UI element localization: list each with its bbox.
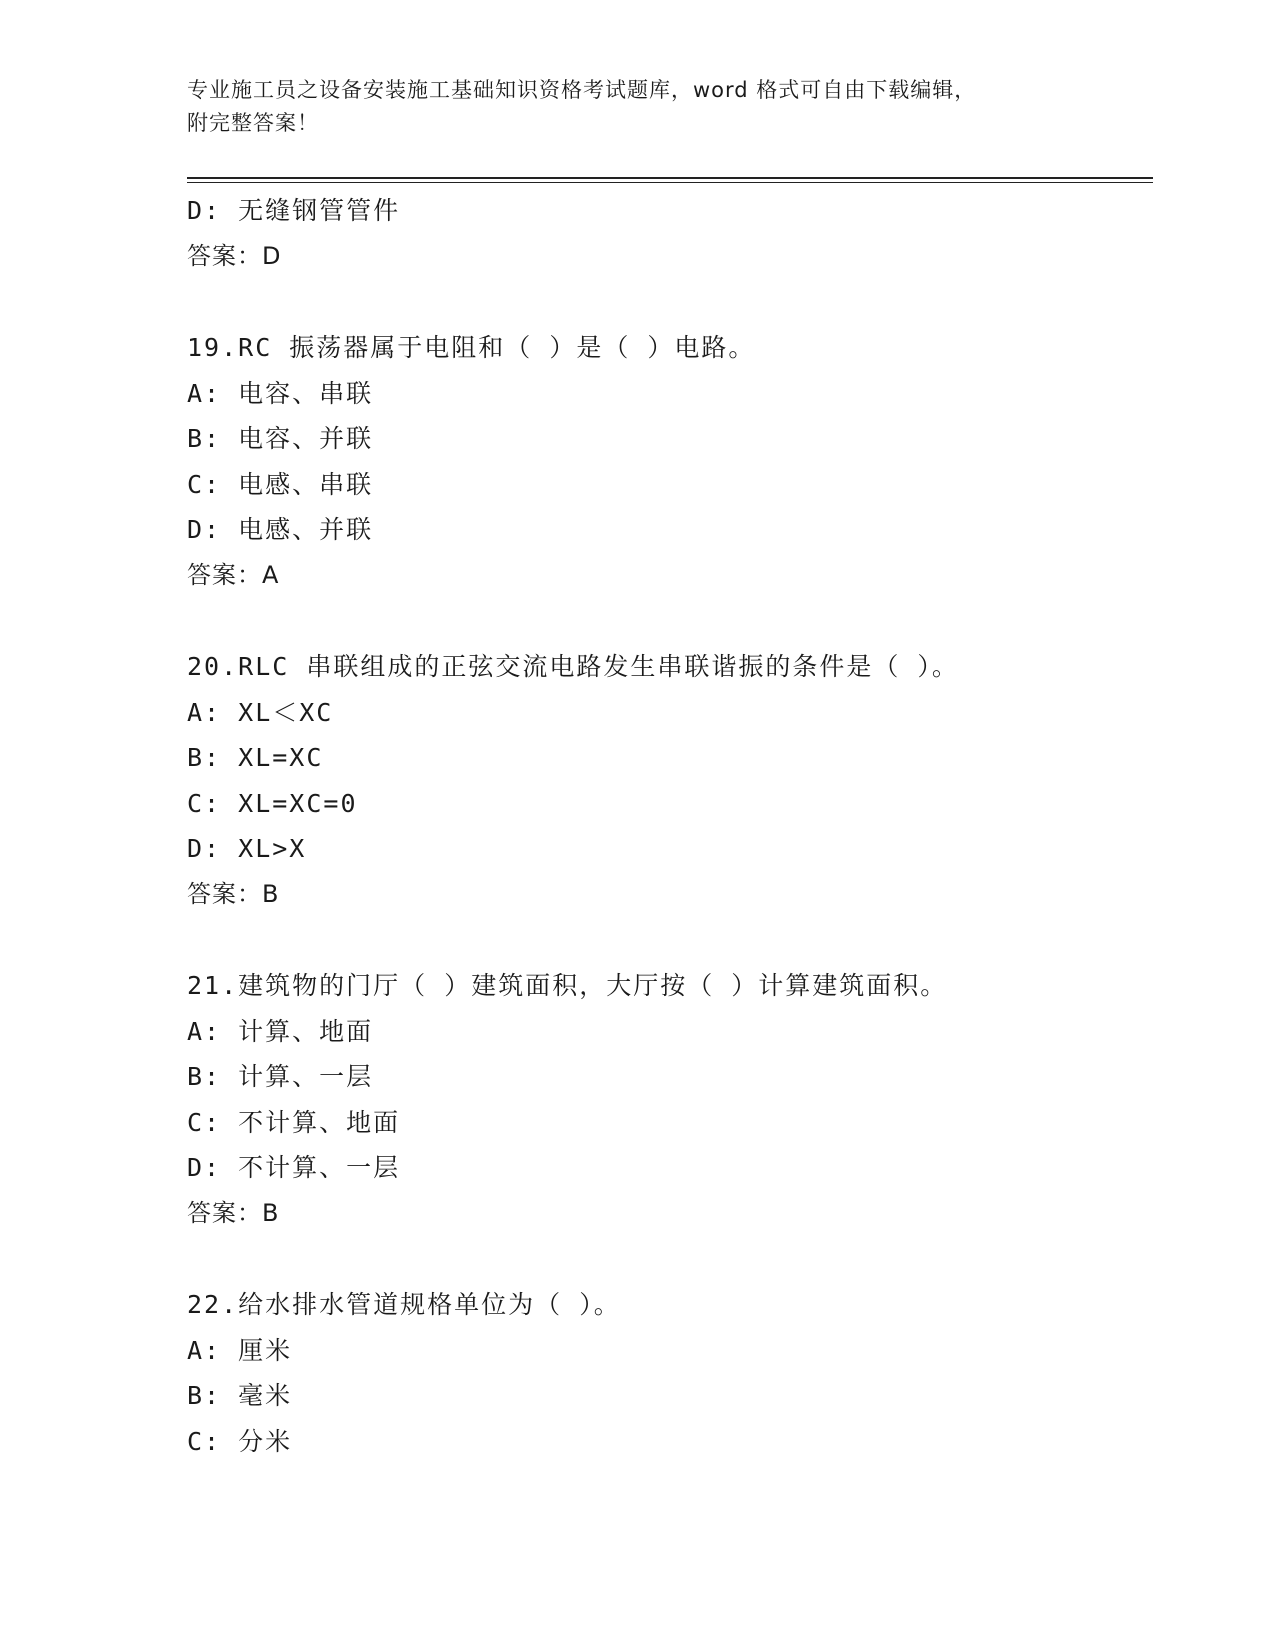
spacer: [187, 598, 1153, 644]
spacer: [187, 1236, 1153, 1282]
answer: 答案：A: [187, 560, 280, 589]
header-divider-thin: [187, 182, 1153, 183]
option-a: A: XL＜XC: [187, 697, 334, 727]
option-d: D: XL>X: [187, 834, 307, 863]
option-b: B: XL=XC: [187, 743, 324, 772]
document-header: [187, 74, 1087, 140]
option-c: C: XL=XC=0: [187, 788, 358, 818]
option-c: C: 分米: [187, 1426, 293, 1456]
option-a: A: 计算、地面: [187, 1016, 374, 1046]
option-d: D: 电感、并联: [187, 515, 374, 544]
option-d: D: 不计算、一层: [187, 1153, 401, 1182]
spacer: [187, 917, 1153, 963]
header-line-1: 专业施工员之设备安装施工基础知识资格考试题库，word 格式可自由下载编辑，: [187, 78, 977, 102]
question-stem: 22.给水排水管道规格单位为（ ）。: [187, 1290, 621, 1319]
prev-answer: 答案：D: [187, 241, 282, 270]
option-a: A: 厘米: [187, 1335, 293, 1365]
question-21: [187, 963, 1153, 1236]
answer: 答案：B: [187, 879, 280, 908]
answer: 答案：B: [187, 1198, 280, 1227]
spacer: [187, 279, 1153, 325]
option-b: B: 毫米: [187, 1381, 293, 1410]
question-list: [187, 188, 1153, 1464]
option-c: C: 不计算、地面: [187, 1107, 401, 1137]
question-20: [187, 644, 1153, 917]
option-b: B: 电容、并联: [187, 424, 374, 453]
header-line-2: 附完整答案！: [187, 111, 319, 135]
prev-option-d: D: 无缝钢管管件: [187, 196, 401, 225]
question-stem: 21.建筑物的门厅（ ）建筑面积，大厅按（ ）计算建筑面积。: [187, 971, 948, 1000]
question-stem: 20.RLC 串联组成的正弦交流电路发生串联谐振的条件是（ ）。: [187, 652, 959, 681]
question-stem: 19.RC 振荡器属于电阻和（ ）是（ ）电路。: [187, 333, 756, 362]
question-22: [187, 1282, 1153, 1464]
option-c: C: 电感、串联: [187, 469, 374, 499]
option-a: A: 电容、串联: [187, 378, 374, 408]
option-b: B: 计算、一层: [187, 1062, 374, 1091]
question-19: [187, 325, 1153, 598]
header-divider-thick: [187, 177, 1153, 179]
